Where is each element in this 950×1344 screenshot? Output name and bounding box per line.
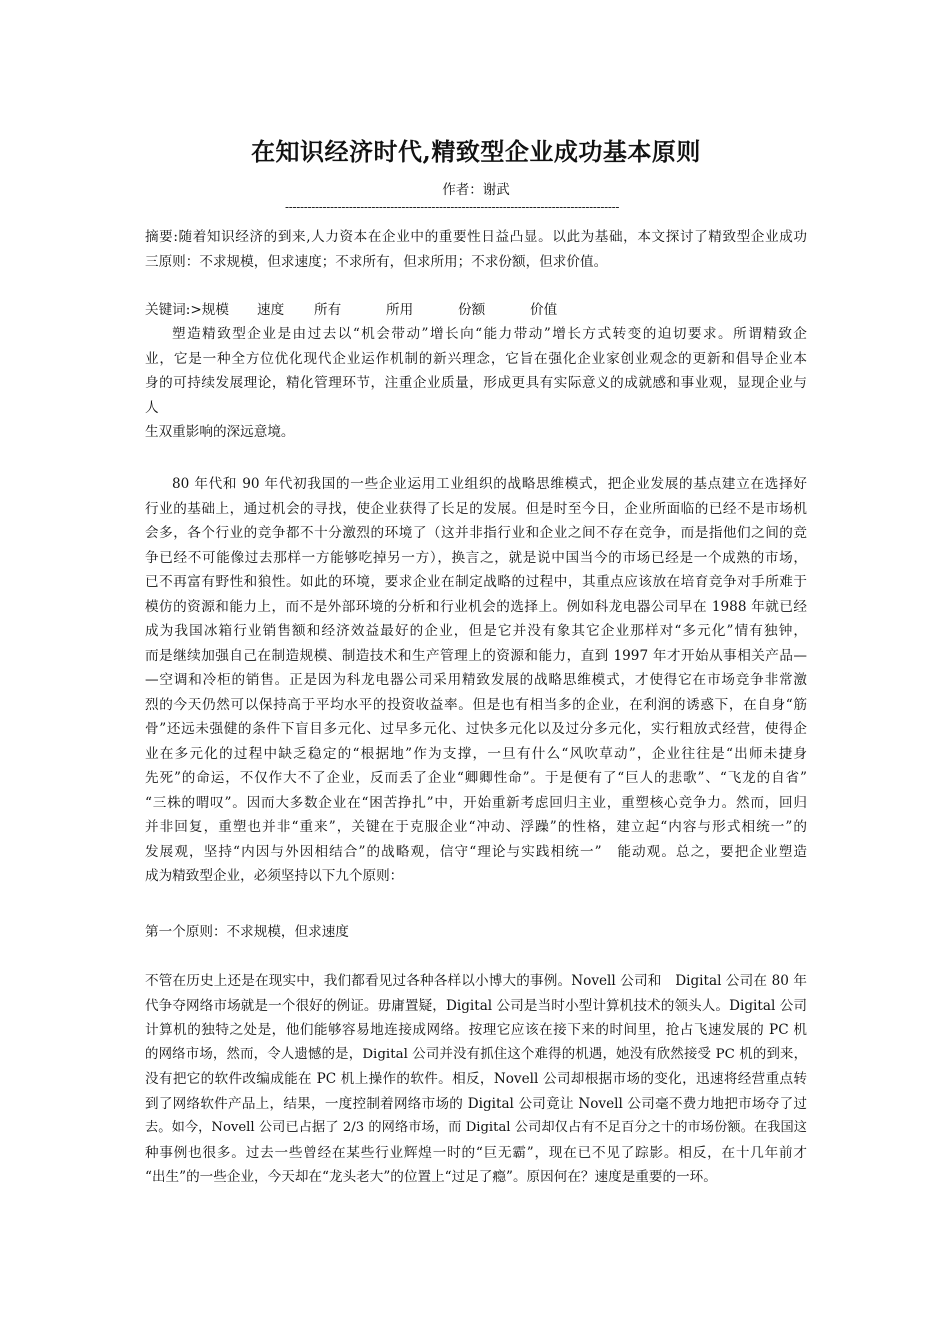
body-paragraph-2 bbox=[145, 472, 807, 889]
paragraph-line: 发展观，坚持“内因与外因相结合”的战略观，信守“理论与实践相统一” 能动观。总之，要把企业塑造 bbox=[145, 843, 807, 860]
paragraph-line: 业在多元化的过程中缺乏稳定的“根据地”作为支撑，一旦有什么“风吹草动”，企业往往是“出师未捷身 bbox=[145, 745, 807, 762]
keyword-item: 所有 bbox=[314, 302, 342, 318]
paragraph-line: 没有把它的软件改编成能在 PC 机上操作的软件。相反，Novell 公司却根据市场的变化，迅速将经营重点转 bbox=[145, 1071, 807, 1087]
paragraph-line: 80 年代和 90 年代初我国的一些企业运用工业组织的战略思维模式，把企业发展的基点建立在选择好 bbox=[172, 476, 807, 492]
divider-line: ----------------------------------------------------------------------------------------- bbox=[285, 200, 620, 214]
intro-line: 生双重影响的深远意境。 bbox=[145, 424, 295, 440]
paragraph-line: 会多，各个行业的竞争都不十分激烈的环境了（这并非指行业和企业之间不存在竞争，而是指他们之间的竞 bbox=[145, 525, 807, 541]
paragraph-line: 代争夺网络市场就是一个很好的例证。毋庸置疑，Digital 公司是当时小型计算机技术的领头人。Digital 公司 bbox=[145, 997, 807, 1014]
keywords-label: 关键词:>规模 bbox=[145, 302, 229, 318]
paragraph-line: 先死”的命运，不仅作大不了企业，反而丢了企业“卿卿性命”。于是便有了“巨人的悲歌”、“飞龙的自省” bbox=[145, 770, 807, 786]
keyword-item: 所用 bbox=[386, 302, 414, 318]
paragraph-line: 去。如今，Novell 公司已占据了 2/3 的网络市场，而 Digital 公司却仅占有不足百分之十的市场份额。在我国这 bbox=[145, 1120, 807, 1135]
paragraph-line: 骨”还远未强健的条件下盲目多元化、过早多元化、过快多元化以及过分多元化，实行粗放式经营，使得企 bbox=[145, 721, 807, 737]
keywords-line bbox=[145, 298, 807, 323]
abstract-line: 摘要:随着知识经济的到来,人力资本在企业中的重要性日益凸显。以此为基础，本文探讨了精致型企业成功 bbox=[145, 229, 807, 245]
keyword-item: 价值 bbox=[530, 302, 558, 318]
intro-line: 塑造精致型企业是由过去以“机会带动”增长向“能力带动”增长方式转变的迫切要求。所谓精致企 bbox=[172, 326, 807, 342]
paragraph-line: —空调和冷柜的销售。正是因为科龙电器公司采用精致发展的战略思维模式，才使得它在市场竞争非常激 bbox=[145, 672, 807, 688]
document-title: 在知识经济时代,精致型企业成功基本原则 bbox=[251, 137, 701, 166]
paragraph-line: 烈的今天仍然可以保持高于平均水平的投资收益率。但是也有相当多的企业，在利润的诱惑下，在自身“筋 bbox=[145, 696, 807, 713]
intro-paragraph bbox=[145, 322, 807, 445]
intro-line: 业，它是一种全方位优化现代企业运作机制的新兴理念，它旨在强化企业家创业观念的更新和倡导企业本 bbox=[145, 350, 807, 367]
paragraph-line: 已不再富有野性和狼性。如此的环境，要求企业在制定战略的过程中，其重点应该放在培育竞争对手所难于 bbox=[145, 574, 807, 590]
paragraph-line: 不管在历史上还是在现实中，我们都看见过各种各样以小博大的事例。Novell 公司和 Digital 公司在 80 年 bbox=[145, 973, 807, 989]
paragraph-line: 的网络市场，然而，令人遗憾的是，Digital 公司并没有抓住这个难得的机遇，她没有欣然接受 PC 机的到来， bbox=[145, 1046, 807, 1062]
keyword-item: 速度 bbox=[257, 302, 285, 318]
body-paragraph-3 bbox=[145, 969, 807, 1190]
abstract-paragraph bbox=[145, 225, 807, 274]
abstract-line: 三原则：不求规模，但求速度；不求所有，但求所用；不求份额，但求价值。 bbox=[145, 253, 608, 270]
paragraph-line: 并非回复，重塑也并非“重来”，关键在于克服企业“冲动、浮躁”的性格，建立起“内容与形式相统一”的 bbox=[145, 819, 807, 835]
paragraph-line: “出生”的一些企业，今天却在“龙头老大”的位置上“过足了瘾”。原因何在？速度是重要的一环。 bbox=[145, 1169, 717, 1185]
paragraph-line: 争已经不可能像过去那样一方能够吃掉另一方），换言之，就是说中国当今的市场已经是一个成熟的市场， bbox=[145, 549, 807, 566]
paragraph-line: 到了网络软件产品上，结果，一度控制着网络市场的 Digital 公司竟让 Novell 公司毫不费力地把市场夺了过 bbox=[145, 1095, 807, 1112]
paragraph-line: 成为我国冰箱行业销售额和经济效益最好的企业，但是它并没有象其它企业那样对“多元化”情有独钟， bbox=[145, 623, 807, 639]
keyword-item: 份额 bbox=[458, 302, 486, 318]
paragraph-line: “三株的喟叹”。因而大多数企业在“困苦挣扎”中，开始重新考虑回归主业，重塑核心竞争力。然而，回归 bbox=[145, 794, 807, 811]
paragraph-line: 成为精致型企业，必须坚持以下九个原则： bbox=[145, 868, 404, 884]
section-heading: 第一个原则：不求规模，但求速度 bbox=[145, 924, 349, 940]
paragraph-line: 模仿的资源和能力上，而不是外部环境的分析和行业机会的选择上。例如科龙电器公司早在 1988 年就已经 bbox=[145, 598, 807, 615]
intro-line: 人 bbox=[145, 399, 159, 416]
paragraph-line: 计算机的独特之处是，他们能够容易地连接成网络。按理它应该在接下来的时间里，抢占飞速发展的 PC 机 bbox=[145, 1022, 807, 1038]
intro-line: 身的可持续发展理论，精化管理环节，注重企业质量，形成更具有实际意义的成就感和事业观，显现企业与 bbox=[145, 375, 807, 391]
paragraph-line: 而是继续加强自己在制造规模、制造技术和生产管理上的资源和能力，直到 1997 年才开始从事相关产品— bbox=[145, 647, 807, 664]
paragraph-line: 行业的基础上，通过机会的寻找，使企业获得了长足的发展。但是时至今日，企业所面临的已经不是市场机 bbox=[145, 500, 807, 517]
author-line: 作者：谢武 bbox=[442, 182, 510, 198]
paragraph-line: 种事例也很多。过去一些曾经在某些行业辉煌一时的“巨无霸”，现在已不见了踪影。相反，在十几年前才 bbox=[145, 1144, 807, 1161]
